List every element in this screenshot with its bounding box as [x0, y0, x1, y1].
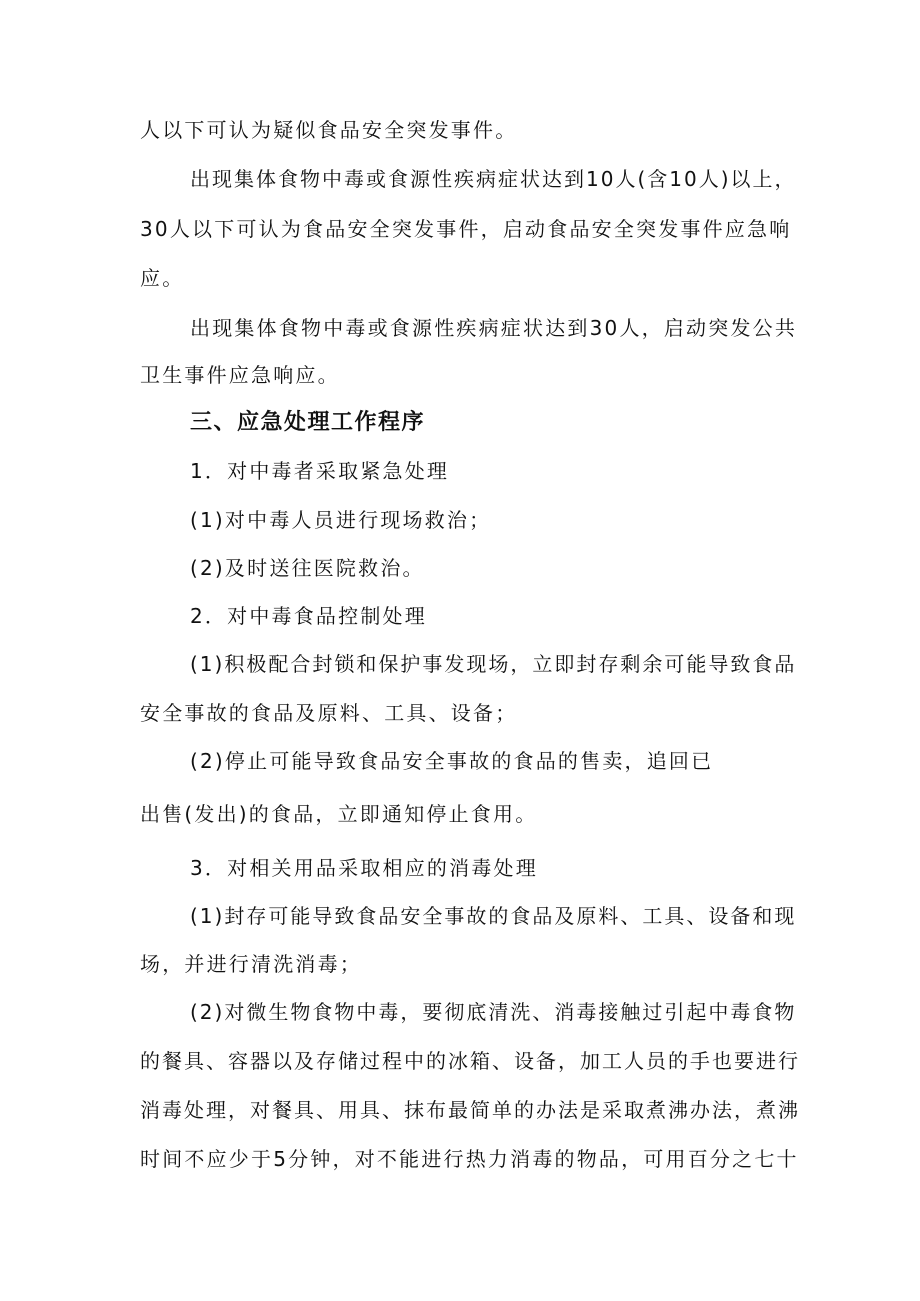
text-line: 人以下可认为疑似食品安全突发事件。 [140, 118, 518, 142]
text-line: (1)对中毒人员进行现场救治； [190, 508, 492, 532]
text-line: 时间不应少于5分钟，对不能进行热力消毒的物品，可用百分之七十 [140, 1147, 799, 1171]
text-line: (2)对微生物食物中毒，要彻底清洗、消毒接触过引起中毒食物 [190, 1000, 797, 1024]
section-heading: 三、应急处理工作程序 [190, 410, 426, 435]
subsection-heading: 2．对中毒食品控制处理 [190, 604, 427, 628]
text-line: 场，并进行清洗消毒； [140, 952, 362, 976]
text-line: 安全事故的食品及原料、工具、设备； [140, 701, 518, 725]
subsection-heading: 3．对相关用品采取相应的消毒处理 [190, 856, 538, 880]
text-line: 出售(发出)的食品，立即通知停止食用。 [140, 802, 538, 826]
text-line: 出现集体食物中毒或食源性疾病症状达到10人(含10人)以上， [190, 167, 797, 191]
text-line: (2)停止可能导致食品安全事故的食品的售卖，追回已 [190, 749, 714, 773]
text-line: 出现集体食物中毒或食源性疾病症状达到30人，启动突发公共 [190, 316, 798, 340]
text-line: (2)及时送往医院救治。 [190, 556, 425, 580]
subsection-heading: 1．对中毒者采取紧急处理 [190, 459, 450, 483]
text-line: 的餐具、容器以及存储过程中的冰箱、设备，加工人员的手也要进行 [140, 1049, 800, 1073]
text-line: 30人以下可认为食品安全突发事件，启动食品安全突发事件应急响 [140, 217, 792, 241]
text-line: 消毒处理，对餐具、用具、抹布最简单的办法是采取煮沸办法，煮沸 [140, 1098, 800, 1122]
text-line: 卫生事件应急响应。 [140, 363, 340, 387]
text-line: (1)积极配合封锁和保护事发现场，立即封存剩余可能导致食品 [190, 652, 797, 676]
text-line: 应。 [140, 266, 185, 290]
text-line: (1)封存可能导致食品安全事故的食品及原料、工具、设备和现 [190, 904, 797, 928]
